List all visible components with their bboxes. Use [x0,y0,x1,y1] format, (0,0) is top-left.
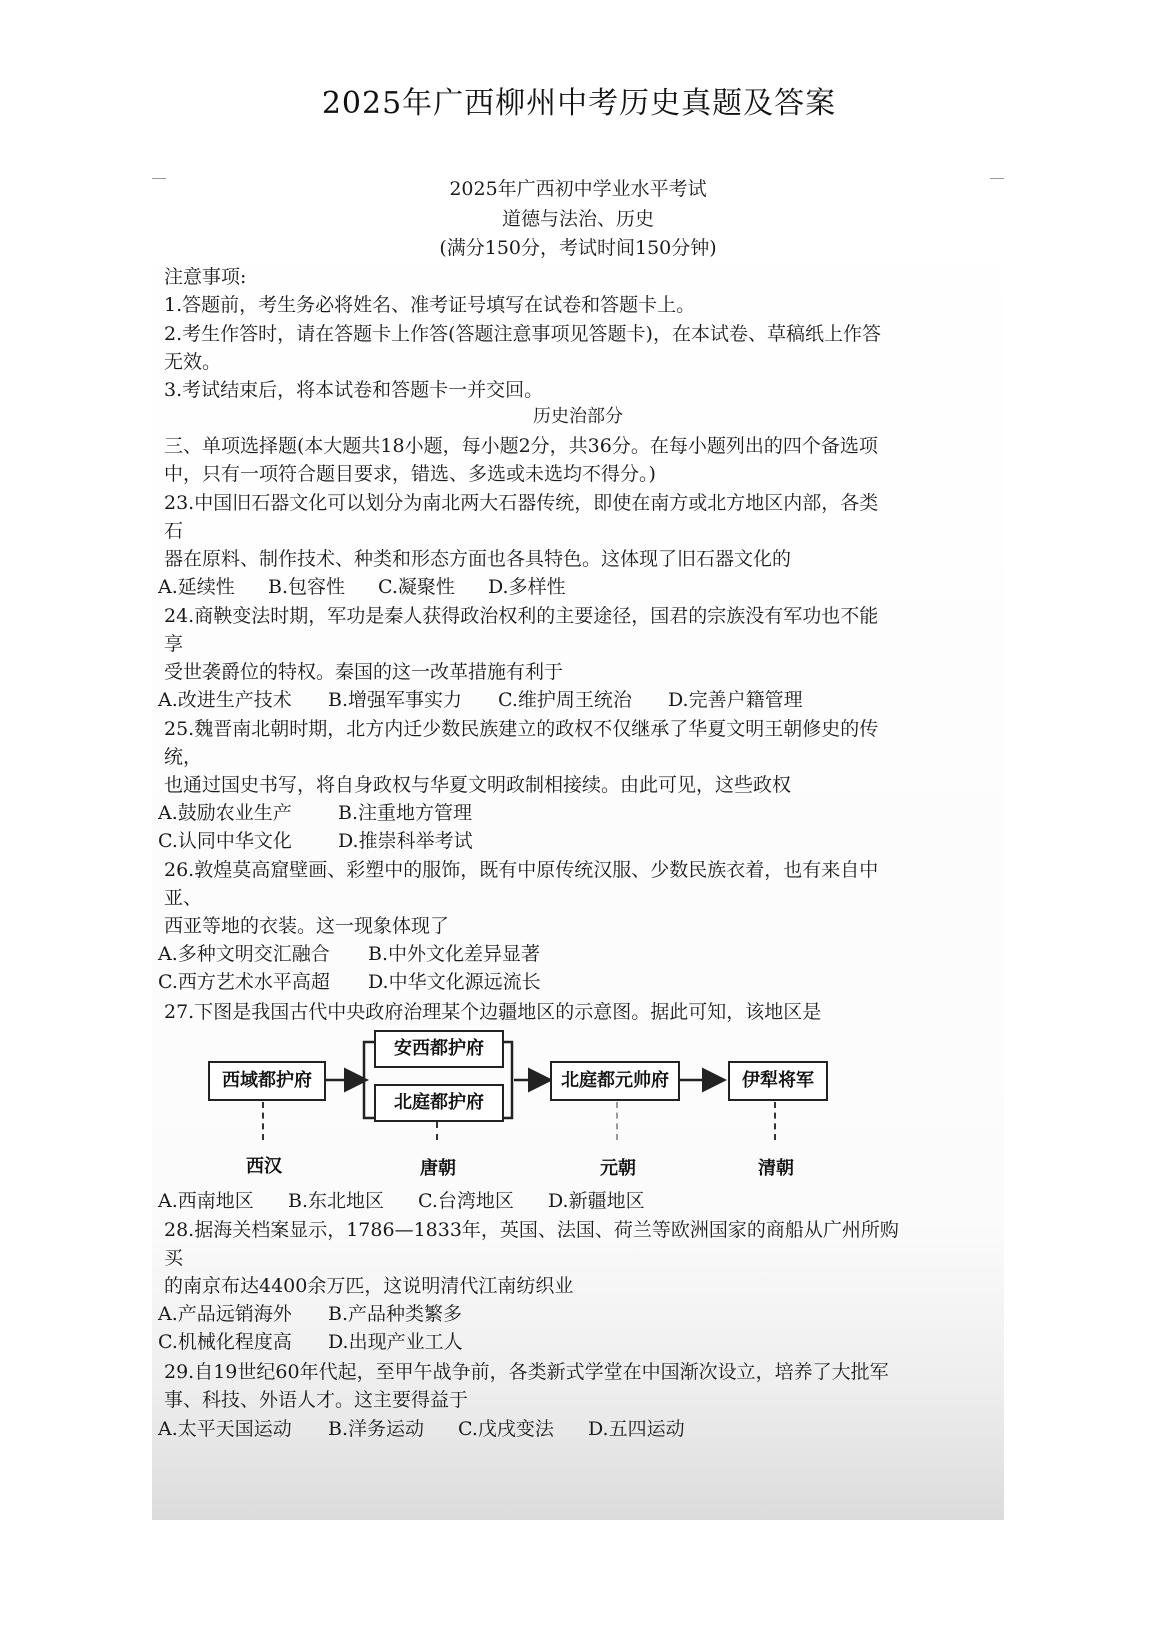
box-xiyu-duhufu: 西域都护府 [208,1061,326,1101]
q25-option-d: D.推崇科举考试 [338,830,473,852]
question-28-cont: 的南京布达4400余万匹，这说明清代江南纺织业 [164,1275,574,1297]
question-24: 24.商鞅变法时期，军功是秦人获得政治权利的主要途径，国君的宗族没有军功也不能 [164,605,879,627]
question-26-cont: 亚、 [164,887,203,909]
question-25-cont: 也通过国史书写，将自身政权与华夏文明政制相接续。由此可见，这些政权 [164,774,792,796]
q28-option-c: C.机械化程度高 [158,1331,292,1353]
part3-instructions-cont: 中，只有一项符合题目要求，错选、多选或未选均不得分。) [164,463,656,485]
q28-option-b: B.产品种类繁多 [328,1303,463,1325]
exam-scan [152,170,1004,1520]
question-23: 23.中国旧石器文化可以划分为南北两大石器传统，即使在南方或北方地区内部，各类 [164,492,879,514]
dash-1 [262,1102,264,1140]
exam-subject: 道德与法治、历史 [501,208,654,230]
bracket-left [364,1042,374,1118]
q27-option-d: D.新疆地区 [548,1190,645,1212]
question-24-cont: 享 [164,633,184,655]
question-29-cont: 事、科技、外语人才。这主要得益于 [164,1389,469,1411]
dash-2 [436,1122,438,1140]
q23-option-c: C.凝聚性 [378,576,455,598]
q24-option-d: D.完善户籍管理 [668,689,803,711]
q26-option-c: C.西方艺术水平高超 [158,971,330,993]
q23-option-a: A.延续性 [158,576,235,598]
question-27: 27.下图是我国古代中央政府治理某个边疆地区的示意图。据此可知，该地区是 [164,1001,822,1023]
question-28: 28.据海关档案显示，1786—1833年，英国、法国、荷兰等欧洲国家的商船从广州所购 [164,1219,899,1241]
exam-title: 2025年广西初中学业水平考试 [449,178,707,200]
q23-option-d: D.多样性 [488,576,566,598]
question-26: 26.敦煌莫高窟壁画、彩塑中的服饰，既有中原传统汉服、少数民族衣着，也有来自中 [164,859,879,881]
exam-time-note: (满分150分，考试时间150分钟) [439,237,717,259]
box-beiting-duhufu: 北庭都护府 [374,1084,504,1122]
note-2: 2.考生作答时，请在答题卡上作答(答题注意事项见答题卡)，在本试卷、草稿纸上作答 [164,323,881,345]
q23-option-b: B.包容性 [268,576,346,598]
q28-option-d: D.出现产业工人 [328,1331,463,1353]
question-24-cont: 受世袭爵位的特权。秦国的这一改革措施有利于 [164,661,564,683]
q24-option-b: B.增强军事实力 [328,689,463,711]
question-23-cont: 石 [164,520,184,542]
q27-option-c: C.台湾地区 [418,1190,514,1212]
question-26-cont: 西亚等地的衣装。这一现象体现了 [164,915,450,937]
q28-option-a: A.产品远销海外 [158,1303,292,1325]
notes-heading: 注意事项: [164,266,247,288]
q26-option-a: A.多种文明交汇融合 [158,943,330,965]
q25-option-c: C.认同中华文化 [158,830,292,852]
q25-option-a: A.鼓励农业生产 [158,802,292,824]
dash-4 [774,1102,776,1140]
note-2-cont: 无效。 [164,351,222,373]
box-yili-jiangjun: 伊犁将军 [728,1061,828,1101]
question-29: 29.自19世纪60年代起，至甲午战争前，各类新式学堂在中国渐次设立，培养了大批军 [164,1361,889,1383]
q26-option-d: D.中华文化源远流长 [368,971,541,993]
q29-option-b: B.洋务运动 [328,1418,425,1440]
q29-option-d: D.五四运动 [588,1418,685,1440]
dash-3 [616,1102,618,1140]
section-title: 历史治部分 [533,406,623,427]
question-28-cont: 买 [164,1247,184,1269]
document-title: 2025年广西柳州中考历史真题及答案 [321,86,837,121]
era-qing: 清朝 [758,1158,794,1179]
q27-option-b: B.东北地区 [288,1190,385,1212]
q26-option-b: B.中外文化差异显著 [368,943,541,965]
q27-option-a: A.西南地区 [158,1190,254,1212]
governance-diagram [152,1030,1004,1190]
q24-option-a: A.改进生产技术 [158,689,292,711]
era-tang: 唐朝 [420,1158,456,1179]
question-25: 25.魏晋南北朝时期，北方内迁少数民族建立的政权不仅继承了华夏文明王朝修史的传 [164,718,879,740]
era-western-han: 西汉 [246,1156,282,1177]
box-beiting-yuanshuaifu: 北庭都元帅府 [550,1061,680,1101]
q29-option-a: A.太平天国运动 [158,1418,292,1440]
question-25-cont: 统， [164,746,203,768]
q24-option-c: C.维护周王统治 [498,689,632,711]
question-23-cont: 器在原料、制作技术、种类和形态方面也各具特色。这体现了旧石器文化的 [164,548,792,570]
box-anxi-duhufu: 安西都护府 [374,1030,504,1068]
note-1: 1.答题前，考生务必将姓名、准考证号填写在试卷和答题卡上。 [164,294,696,316]
q25-option-b: B.注重地方管理 [338,802,473,824]
q29-option-c: C.戊戌变法 [458,1418,554,1440]
note-3: 3.考试结束后，将本试卷和答题卡一并交回。 [164,379,544,401]
part3-instructions: 三、单项选择题(本大题共18小题，每小题2分，共36分。在每小题列出的四个备选项 [164,435,878,457]
era-yuan: 元朝 [600,1158,636,1179]
